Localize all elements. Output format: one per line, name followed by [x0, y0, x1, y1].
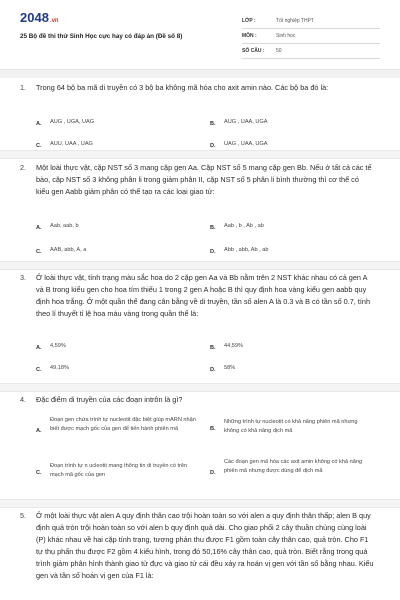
- logo-tld: .vn: [49, 18, 59, 24]
- option-text: AUG , UAA, UGA: [224, 119, 268, 125]
- option-text: Aab , b , Ab , ab: [224, 223, 264, 229]
- question-separator: [0, 499, 400, 508]
- option-d[interactable]: [210, 364, 235, 376]
- option-label: A.: [36, 428, 42, 434]
- question-3: [20, 272, 380, 384]
- option-label: B.: [210, 225, 216, 231]
- option-label: C.: [36, 143, 42, 149]
- question-number: 3.: [20, 273, 27, 282]
- option-label: A.: [36, 345, 42, 351]
- meta-label: MÔN :: [242, 33, 257, 39]
- option-a[interactable]: [36, 222, 79, 234]
- option-b[interactable]: [210, 118, 268, 130]
- option-text: Những trình tự nucleotit có khả năng phiên mã nhưng không có khả năng dịch mã: [224, 419, 358, 434]
- meta-row-count: [242, 44, 380, 59]
- meta-value: 50: [276, 48, 282, 54]
- question-text: Một loài thực vật, cặp NST số 3 mang cặp gen Aa. Cặp NST số 5 mang cặp gen Bb. Nếu ở tất cả các tế bào, cặp NST số 3 không phân li trong giảm phân II, cặp NST số 5 phân li bình thường thì cơ thể có kiểu gen Aabb giảm phân có thể tạo ra các loại giao tử:: [36, 163, 372, 196]
- site-logo[interactable]: [20, 10, 59, 25]
- option-c[interactable]: [36, 246, 86, 258]
- meta-row-class: [242, 14, 380, 29]
- logo-text: 2048: [20, 10, 49, 25]
- question-separator: [0, 261, 400, 270]
- option-text: AUU, UAA , UAG: [50, 141, 93, 147]
- option-b[interactable]: [210, 342, 243, 354]
- option-text: 4,59%: [50, 343, 66, 349]
- option-label: C.: [36, 249, 42, 255]
- meta-label: LỚP :: [242, 18, 256, 24]
- option-text: UAG , UAA, UGA: [224, 141, 268, 147]
- header-divider: [0, 69, 400, 78]
- option-c[interactable]: [36, 462, 206, 480]
- question-text: Ở một loài thực vật alen A quy định thân cao trội hoàn toàn so với alen a quy định thân thấp; alen B quy định quả tròn trội hoàn toàn so với alen b quy định quả dài. Cho giao phối 2 cây thuần chủng cùng loài (P) khác nhau về hai cặp tính trạng, tương phản thu được F1 gồm toàn cây thân cao, quả tròn. Cho F1 tự thụ phấn thu được F2 gồm 4 kiểu hình, trong đó 50,16% cây thân cao, quả tròn. Biết rằng trong quá trình giảm phân hình thành giao tử đực và giao tử cái đều xảy ra hoán vị gen với tần số bằng nhau. Kiểu gen và tần số hoán vị gen của F1 là:: [36, 511, 374, 580]
- meta-label: SỐ CÂU :: [242, 48, 265, 54]
- meta-value: Tốt nghiệp THPT: [276, 18, 314, 24]
- option-d[interactable]: [210, 246, 268, 258]
- option-c[interactable]: [36, 364, 69, 376]
- option-label: B.: [210, 121, 216, 127]
- question-number: 4.: [20, 395, 27, 404]
- question-separator: [0, 150, 400, 159]
- option-label: C.: [36, 367, 42, 373]
- option-text: AAB, abb, A, a: [50, 247, 87, 253]
- option-text: Các đoạn gen mã hóa các axit amin không có khả năng phiên mã nhưng được dùng để dịch mã: [224, 459, 363, 474]
- question-text: Đặc điểm di truyền của các đoạn intrôn là gì?: [36, 395, 183, 404]
- meta-value: Sinh học: [276, 33, 296, 39]
- document-title: 25 Bộ đề thi thử Sinh Học cực hay có đáp án (Đề số 8): [20, 33, 183, 40]
- question-number: 1.: [20, 83, 27, 92]
- option-label: D.: [210, 249, 216, 255]
- option-label: C.: [36, 470, 42, 476]
- option-text: Đoạn gen chứa trình tự nucleotit đặc biệt giúp mARN nhận biết được mạch gốc của gen để tiến hành phiên mã: [50, 417, 196, 432]
- question-separator: [0, 383, 400, 392]
- option-text: AUG , UGA, UAG: [50, 119, 95, 125]
- question-text: Ở loài thực vật, tính trạng màu sắc hoa do 2 cặp gen Aa và Bb nằm trên 2 NST khác nhau có cả gen A và B trong kiểu gen cho hoa tím thiếu 1 trong 2 gen A hoặc B thì quy định hoa vàng kiểu gen aabb quy định hoa trắng. Ở một quần thể đang cân bằng về di truyền, tần số alen A là 0.3 và B có tần số 0.7, tính theo lí thuyết tỉ lệ hoa màu vàng trong quần thể là:: [36, 273, 371, 318]
- option-label: D.: [210, 143, 216, 149]
- option-label: A.: [36, 225, 42, 231]
- option-b[interactable]: [210, 418, 380, 436]
- option-label: B.: [210, 426, 216, 432]
- option-label: D.: [210, 367, 216, 373]
- option-b[interactable]: [210, 222, 264, 234]
- question-2: [20, 162, 380, 262]
- option-label: A.: [36, 121, 42, 127]
- question-number: 5.: [20, 511, 27, 520]
- option-label: B.: [210, 345, 216, 351]
- question-text: Trong 64 bộ ba mã di truyền có 3 bộ ba không mã hóa cho axit amin nào. Các bộ ba đó là:: [36, 83, 329, 92]
- option-a[interactable]: [36, 118, 94, 130]
- option-text: 44,59%: [224, 343, 243, 349]
- option-label: D.: [210, 470, 216, 476]
- option-text: Đoạn trình tự n ucleotit mang thông tin di truyền có trên mạch mã gốc của gen: [50, 463, 188, 478]
- option-text: 58%: [224, 365, 236, 371]
- question-number: 2.: [20, 163, 27, 172]
- meta-row-subject: [242, 29, 380, 44]
- option-text: Abb , abb, Ab , ab: [224, 247, 269, 253]
- document-header: [20, 0, 380, 68]
- option-a[interactable]: [36, 342, 66, 354]
- question-4: [20, 394, 380, 500]
- option-text: Aab, aab, b: [50, 223, 79, 229]
- question-5: [20, 510, 380, 600]
- option-d[interactable]: [210, 458, 380, 479]
- meta-table: [242, 14, 380, 59]
- option-text: 49,18%: [50, 365, 69, 371]
- option-a[interactable]: [36, 416, 206, 437]
